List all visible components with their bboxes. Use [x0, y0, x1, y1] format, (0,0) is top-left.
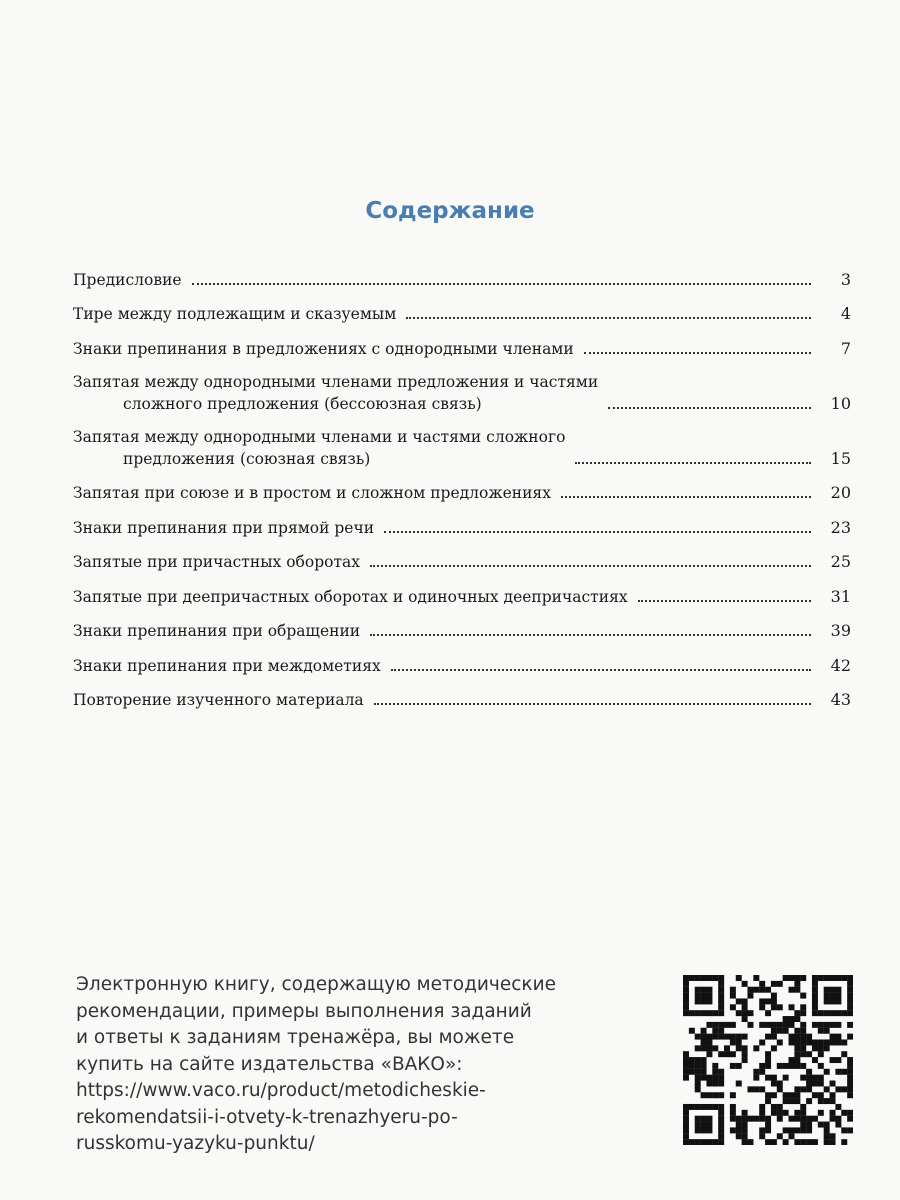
toc-entry-title: Запятые при причастных оборотах [73, 553, 360, 571]
toc-entry-text [73, 586, 628, 608]
toc-page-number: 7 [840, 338, 851, 358]
toc-entry[interactable] [73, 677, 851, 712]
toc-page-number: 43 [830, 690, 851, 709]
toc-entry[interactable] [73, 470, 851, 505]
dot-leader [561, 495, 811, 498]
toc-entry-title: Запятая между однородными членами предложения и частями [73, 372, 599, 391]
dot-leader [374, 702, 811, 705]
toc-entry-text [73, 482, 551, 504]
toc-entry-title: Тире между подлежащим и сказуемым [73, 305, 397, 323]
dot-leader [391, 668, 811, 671]
toc-page-number: 31 [830, 586, 851, 606]
toc-page-number: 39 [830, 621, 851, 640]
toc-page-number: 3 [840, 269, 851, 289]
dot-leader [192, 282, 811, 285]
note-url-line[interactable]: rekomendatsii-i-otvety-k-trenazhyeru-po- [76, 1106, 458, 1128]
toc-entry-text [73, 338, 574, 360]
dot-leader [406, 316, 811, 319]
note-line: рекомендации, примеры выполнения заданий [76, 1000, 532, 1022]
toc-entry-title: Запятая между однородными членами и частями сложного [73, 427, 566, 446]
table-of-contents [73, 256, 851, 711]
dot-leader [638, 599, 811, 602]
dot-leader [384, 530, 811, 533]
toc-page-number: 15 [830, 448, 851, 468]
dot-leader [370, 564, 811, 567]
toc-entry-text [73, 517, 374, 539]
toc-entry-title: сложного предложения (бессоюзная связь) [123, 394, 482, 413]
toc-entry[interactable] [73, 360, 851, 415]
toc-entry-text [73, 371, 598, 415]
toc-entry-text [73, 620, 360, 642]
toc-page-number: 10 [830, 393, 851, 413]
toc-entry[interactable] [73, 642, 851, 677]
toc-entry-text [73, 689, 364, 711]
toc-page-number: 20 [830, 483, 851, 502]
toc-page-number: 42 [830, 655, 851, 675]
toc-entry-title: Знаки препинания в предложениях с однородными членами [73, 339, 574, 358]
toc-entry[interactable] [73, 573, 851, 608]
toc-page-number: 25 [830, 552, 851, 571]
toc-entry-text [73, 426, 565, 470]
toc-entry[interactable] [73, 256, 851, 291]
ebook-note [76, 972, 676, 1158]
toc-entry-title: Знаки препинания при прямой речи [73, 518, 375, 537]
note-line: купить на сайте издательства «ВАКО»: [76, 1053, 463, 1075]
toc-page-number: 4 [840, 304, 851, 323]
toc-entry-text [73, 303, 396, 325]
toc-entry[interactable] [73, 608, 851, 643]
toc-entry-text [73, 551, 360, 573]
toc-entry-title: Запятые при деепричастных оборотах и одиночных деепричастиях [73, 587, 628, 606]
toc-entry[interactable] [73, 504, 851, 539]
toc-entry-title: Знаки препинания при обращении [73, 622, 361, 640]
note-url-line[interactable]: russkomu-yazyku-punktu/ [76, 1133, 315, 1154]
toc-entry-text [73, 269, 182, 291]
toc-entry-title: предложения (союзная связь) [123, 449, 371, 468]
dot-leader [370, 633, 811, 636]
toc-entry[interactable] [73, 539, 851, 574]
toc-entry[interactable] [73, 291, 851, 326]
qr-code-icon[interactable] [683, 975, 853, 1145]
note-url-line[interactable]: https://www.vaco.ru/product/metodicheskie- [76, 1080, 486, 1101]
dot-leader [575, 461, 811, 464]
dot-leader [584, 351, 811, 354]
toc-entry-text [73, 655, 381, 677]
toc-entry-title: Запятая при союзе и в простом и сложном предложениях [73, 484, 551, 502]
dot-leader [608, 406, 811, 409]
toc-entry[interactable] [73, 325, 851, 360]
toc-entry-title: Повторение изученного материала [73, 691, 364, 709]
note-line: и ответы к заданиям тренажёра, вы можете [76, 1027, 515, 1048]
page-title: Содержание [365, 198, 535, 224]
toc-entry[interactable] [73, 415, 851, 470]
note-line: Электронную книгу, содержащую методические [76, 974, 556, 995]
toc-entry-title: Знаки препинания при междометиях [73, 656, 381, 675]
toc-entry-title: Предисловие [73, 270, 182, 289]
toc-page-number: 23 [830, 517, 851, 537]
